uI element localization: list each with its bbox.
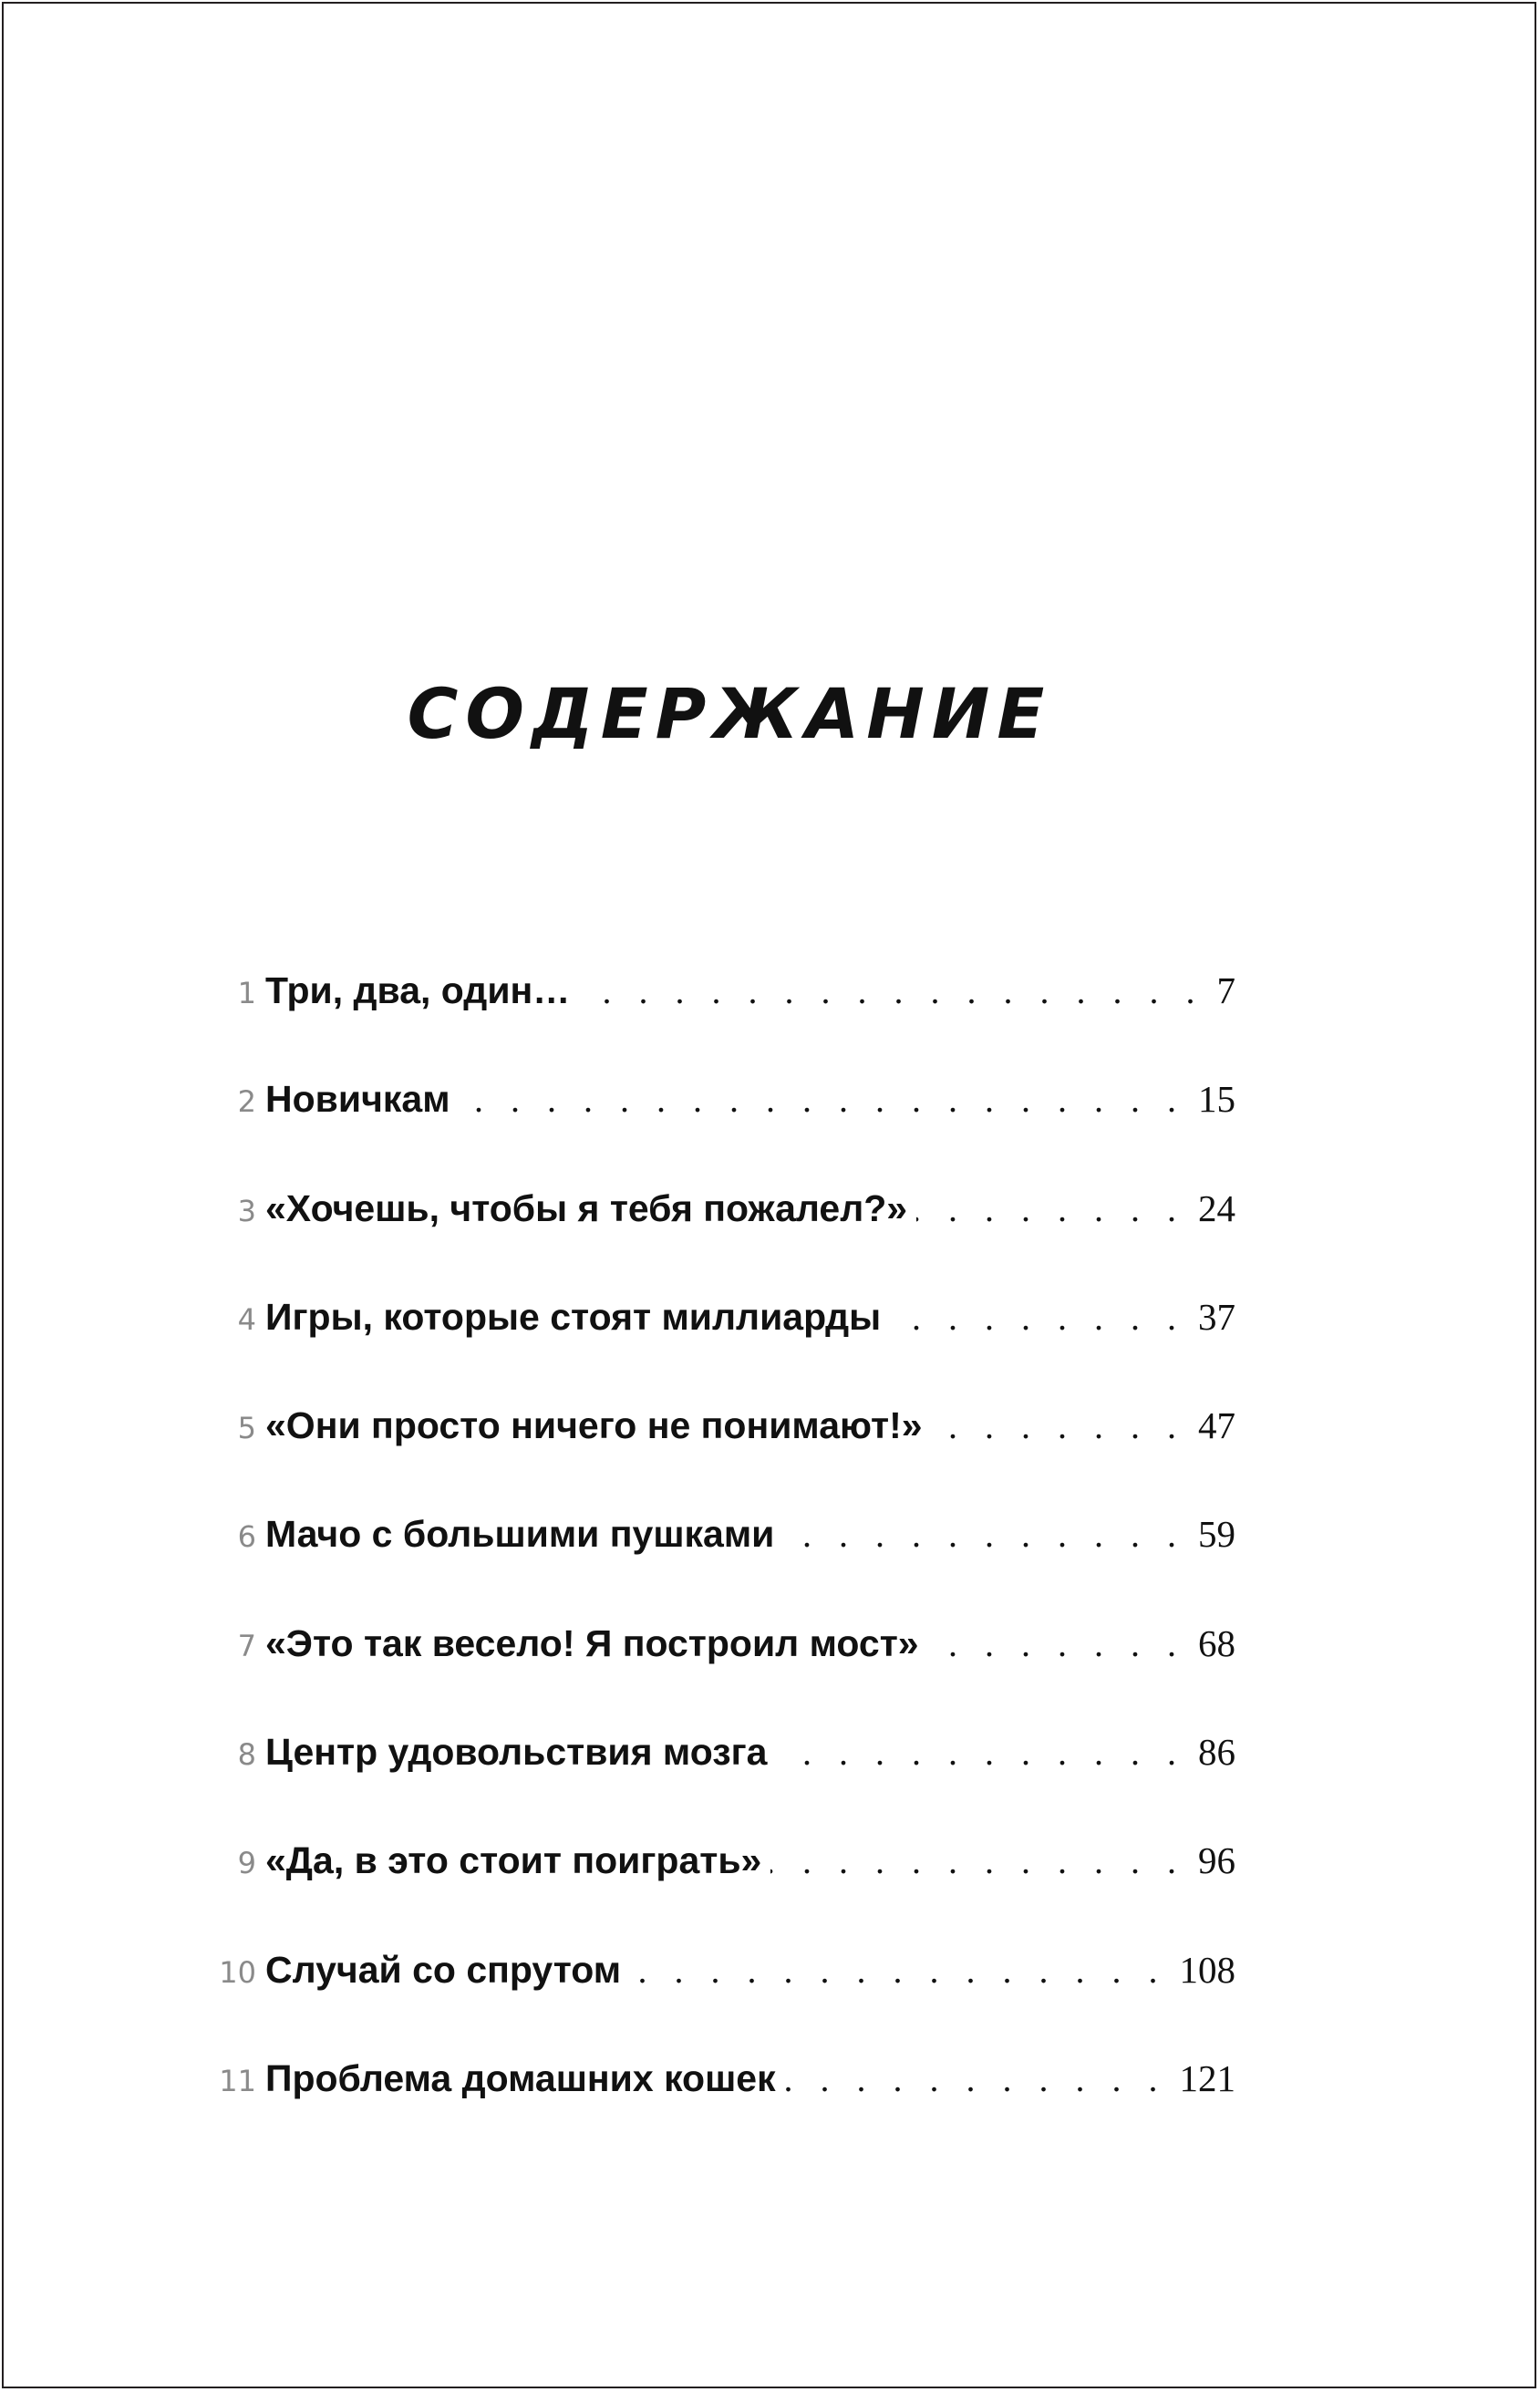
page-number: 96	[1198, 1839, 1235, 1882]
dot-leader	[932, 1404, 1185, 1447]
chapter-number: 3	[237, 1193, 256, 1228]
dot-leader	[916, 1187, 1185, 1230]
dot-leader	[579, 969, 1204, 1012]
chapter-title[interactable]: «Они просто ничего не понимают!»	[265, 1404, 923, 1447]
chapter-number: 4	[237, 1301, 256, 1337]
chapter-title[interactable]: «Да, в это стоит поиграть»	[265, 1839, 762, 1882]
toc-entry[interactable]	[214, 1403, 1235, 1512]
page-number: 7	[1216, 969, 1235, 1011]
chapter-title[interactable]: «Это так весело! Я построил мост»	[265, 1621, 919, 1664]
chapter-number: 1	[237, 976, 256, 1010]
toc-heading: СОДЕРЖАНИЕ	[407, 673, 1052, 754]
dot-leader	[785, 2057, 1167, 2100]
dot-leader	[890, 1296, 1185, 1339]
toc-entry[interactable]	[214, 1948, 1235, 2056]
chapter-title[interactable]: Игры, которые стоят миллиарды	[265, 1295, 882, 1338]
chapter-number: 8	[237, 1737, 256, 1773]
toc-list	[214, 968, 1235, 2165]
page-number: 37	[1198, 1295, 1235, 1338]
page-number: 47	[1198, 1404, 1235, 1447]
chapter-title[interactable]: Три, два, один…	[265, 969, 571, 1011]
toc-entry[interactable]	[214, 2056, 1235, 2165]
chapter-title[interactable]: «Хочешь, чтобы я тебя пожалел?»	[265, 1186, 908, 1229]
chapter-number: 11	[219, 2063, 256, 2098]
chapter-title[interactable]: Центр удовольствия мозга	[265, 1731, 768, 1774]
toc-entry[interactable]	[214, 1512, 1235, 1621]
chapter-number: 10	[219, 1954, 256, 1990]
toc-entry[interactable]	[214, 1077, 1235, 1186]
chapter-title[interactable]: Мачо с большими пушками	[265, 1513, 775, 1556]
chapter-number: 5	[237, 1411, 256, 1446]
dot-leader	[928, 1622, 1185, 1665]
chapter-number: 9	[237, 1846, 256, 1881]
chapter-title[interactable]: Случай со спрутом	[265, 1948, 622, 1991]
chapter-number: 6	[237, 1519, 256, 1555]
toc-entry[interactable]	[214, 1838, 1235, 1947]
toc-entry[interactable]	[214, 1295, 1235, 1403]
chapter-number: 2	[237, 1084, 256, 1120]
toc-entry[interactable]	[214, 1730, 1235, 1838]
page-number: 108	[1179, 1948, 1235, 1991]
dot-leader	[630, 1949, 1166, 1992]
chapter-title[interactable]: Новичкам	[265, 1078, 450, 1121]
page-number: 68	[1198, 1621, 1235, 1664]
chapter-number: 7	[237, 1628, 256, 1663]
toc-entry[interactable]	[214, 1186, 1235, 1295]
toc-entry[interactable]	[214, 1621, 1235, 1730]
toc-entry[interactable]	[214, 968, 1235, 1077]
chapter-title[interactable]: Проблема домашних кошек	[265, 2056, 776, 2099]
dot-leader	[776, 1731, 1185, 1774]
page-number: 24	[1198, 1186, 1235, 1229]
page-number: 121	[1179, 2056, 1235, 2099]
dot-leader	[770, 1839, 1185, 1882]
page-number: 86	[1198, 1731, 1235, 1774]
dot-leader	[460, 1078, 1185, 1121]
page-number: 59	[1198, 1513, 1235, 1556]
page-number: 15	[1198, 1078, 1235, 1121]
dot-leader	[783, 1513, 1185, 1556]
